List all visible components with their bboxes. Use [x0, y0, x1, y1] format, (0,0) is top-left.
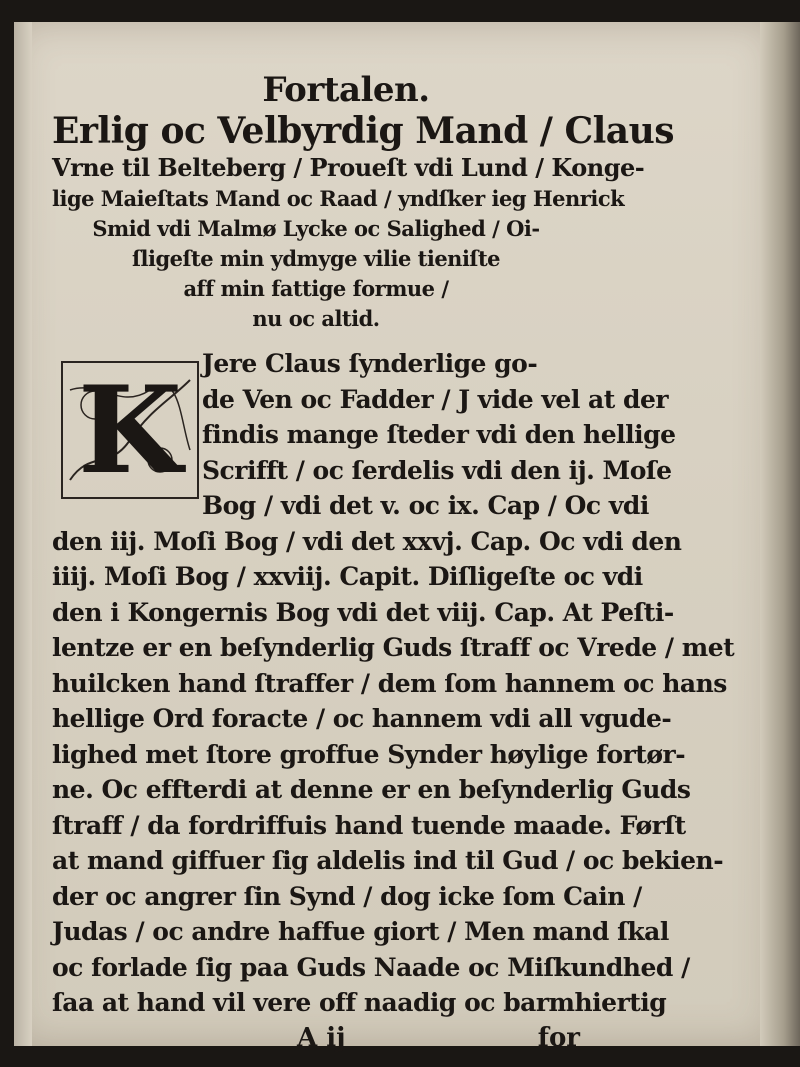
page-footer — [52, 1021, 580, 1055]
page-content — [52, 70, 735, 1055]
title-line: ſligeſte min ydmyge vilie tieniſte — [131, 246, 501, 271]
body-line: Judas / oc andre haffue giort / Men mand ſkal — [52, 917, 669, 946]
body-line: Bog / vdi det v. oc ix. Cap / Oc vdi — [202, 491, 649, 520]
catchword: for — [537, 1022, 580, 1053]
title-line: aff min fattige formue / — [183, 276, 449, 301]
body-line: ſtraff / da fordriffuis hand tuende maade. Førſt — [52, 810, 686, 840]
decorated-initial-k-icon — [60, 360, 200, 500]
body-line: ſaa at hand vil vere off naadig oc barmhiertig — [52, 988, 667, 1017]
body-line: hellige Ord foracte / oc hannem vdi all vgude- — [52, 704, 672, 733]
body-line: den i Kongernis Bog vdi det viij. Cap. At Peſti- — [52, 597, 674, 627]
title-line: lige Maieſtats Mand oc Raad / yndſker ieg Henrick — [52, 186, 625, 211]
body-line: Jere Claus ſynderlige go- — [202, 349, 538, 378]
body-line: der oc angrer ſin Synd / dog icke ſom Cain / — [52, 881, 642, 911]
body-line: den iij. Moſi Bog / vdi det xxvj. Cap. Oc vdi den — [52, 526, 682, 556]
body-line: huilcken hand ſtraffer / dem ſom hannem oc hans — [52, 668, 727, 698]
body-line: lighed met ſtore groffue Synder høylige fortør- — [52, 739, 686, 769]
body-line: findis mange ſteder vdi den hellige — [202, 420, 676, 449]
title-line: nu oc altid. — [252, 306, 380, 331]
title-line: Smid vdi Malmø Lycke oc Salighed / Oi- — [92, 216, 540, 241]
body-line: lentze er en beſynderlig Guds ſtraff oc Vrede / met — [52, 633, 735, 662]
body-line: oc forlade ſig paa Guds Naade oc Miſkundhed / — [52, 952, 690, 982]
page-edge — [760, 22, 800, 1046]
body-line: Scrifft / oc ſerdelis vdi den ij. Moſe — [202, 455, 672, 485]
signature-mark: A ij — [297, 1022, 346, 1053]
title-line: Erlig oc Velbyrdig Mand / Claus — [52, 110, 675, 152]
svg-text:K: K — [77, 360, 183, 501]
body-line: ne. Oc effterdi at denne er en beſynderlig Guds — [52, 775, 691, 804]
title-line: Vrne til Belteberg / Proueſt vdi Lund / Konge- — [52, 153, 645, 182]
body-line: iiij. Moſi Bog / xxviij. Capit. Diſligeſte oc vdi — [52, 562, 643, 591]
body-line: at mand giffuer ſig aldelis ind til Gud / oc bekien- — [52, 846, 724, 875]
page-heading: Fortalen. — [262, 70, 430, 110]
body-line: de Ven oc Fadder / J vide vel at der — [202, 384, 669, 414]
page-gutter — [14, 22, 32, 1046]
